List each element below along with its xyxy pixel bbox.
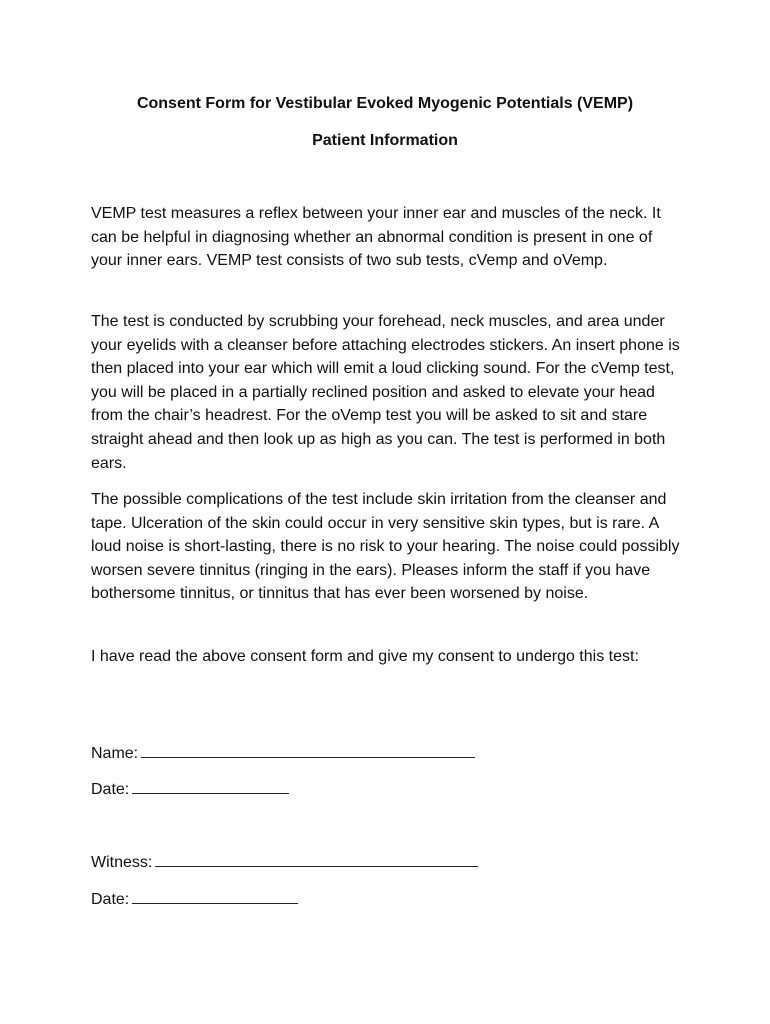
witness-label: Witness: (91, 854, 153, 871)
patient-date-label: Date: (91, 781, 130, 798)
name-field (91, 743, 475, 764)
paragraph-test-description: VEMP test measures a reflex between your inner ear and muscles of the neck. It can be helpful in diagnosing whether an abnormal condition is present in one of your inner ears. VEMP test consists of two sub tests, cVemp and oVemp. (91, 205, 661, 270)
patient-date-field (91, 779, 289, 800)
paragraph-complications: The possible complications of the test include skin irritation from the cleanser and tape. Ulceration of the skin could occur in very sensitive skin types, but is rare. A loud noise is short-lasting, there is no risk to your hearing. The noise could possibly worsen severe tinnitus (ringing in the ears). Pleases inform the staff if you have bothersome tinnitus, or tinnitus that has ever been worsened by noise. (91, 491, 680, 603)
form-subtitle: Patient Information (312, 132, 458, 149)
witness-field (91, 852, 478, 873)
name-signature-line[interactable] (141, 743, 475, 758)
witness-date-field (91, 889, 298, 910)
name-label: Name: (91, 745, 139, 762)
form-title: Consent Form for Vestibular Evoked Myogenic Potentials (VEMP) (136, 95, 634, 112)
paragraph-test-procedure: The test is conducted by scrubbing your forehead, neck muscles, and area under your eyelids with a cleanser before attaching electrodes stickers. An insert phone is then placed into your ear which will emit a loud clicking sound. For the cVemp test, you will be placed in a partially reclined position and asked to elevate your head from the chair’s headrest. For the oVemp test you will be asked to sit and stare straight ahead and then look up as high as you can. The test is performed in both ears. (91, 313, 680, 472)
witness-signature-line[interactable] (155, 852, 478, 867)
witness-date-label: Date: (91, 891, 130, 908)
patient-date-line[interactable] (132, 779, 289, 794)
paragraph-consent-statement: I have read the above consent form and give my consent to undergo this test: (91, 648, 639, 665)
witness-date-line[interactable] (132, 889, 298, 904)
